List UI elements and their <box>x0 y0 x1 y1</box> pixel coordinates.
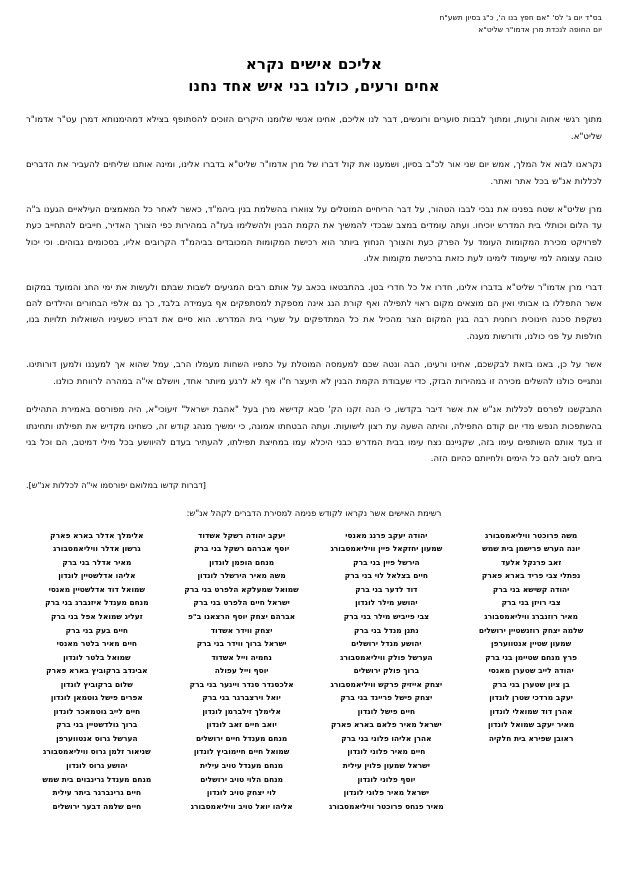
list-item: פרץ מנחם שטיימן בני ברק <box>485 652 578 662</box>
list-item: ברוך גולדשטיין בני ברק <box>56 720 138 730</box>
list-item: יואב חיים זאב לונדון <box>206 720 277 730</box>
list-item: שלום ברקוביץ לונדון <box>60 679 133 689</box>
list-item: שמואל בלטר לונדון <box>63 652 131 662</box>
list-item: שמעון יחזקאל פיין וויליאמסבורג <box>330 544 443 554</box>
list-item: יהושע מילר לונדון <box>355 598 418 608</box>
names-list-intro: רשימת האישים אשר נקראו לקודש פנימה למסירת הדברים לקהל אנ"ש: <box>186 507 442 518</box>
list-item: משה פרוכטר וויליאמסבורג <box>485 530 578 540</box>
list-item: אהרן דוד שמואלי לונדון <box>489 706 573 716</box>
list-item: מנחם מענדל גרינבוים בית שמש <box>42 774 152 784</box>
list-item: ברוך פולק ירושלים <box>353 666 420 676</box>
list-item: מאיר רוזנברג וויליאמסבורג <box>484 612 579 621</box>
list-item: יהודה קשישא בני ברק <box>492 584 570 594</box>
paragraph-6: התבקשנו לפרסם לכללות אנ"ש את אשר דיבר בקדשו, כי הנה זקנו הק' סבא קדישא מרן בעל "אהבת ישראל" זיעוכי"א, היה מפורסם באמירת התהילים בהשתפכות הנפש מדי יום קודם התפילה, והיתה השעה עת רצון לישועות. ועתה הבטחתו אמונה, כי ימשיך מנהג קודש זה, כשחינו מקדיש את תפילתו ותחינתו זו בעד אותם השותפים עימו בזה, שקניינם נצח עימו בבית המדרש כבני היכלא עמו במחיצת תפילתו, להעתיר בעדם להיוושע בכל מילי דמיטב, הם וכל בני ביתם לטוב להם כל הימים ולחיותם כהיום הזה. <box>26 405 602 465</box>
paragraph-1: מתוך רגשי אחוה ורעות, ומתוך לבבות סוערים ורוגשים, דבר לנו אליכם, אחינו אנשי שלומנו היקרים הזוכים להסתופף בצילא דמהימנותא דמרן עט"ר אדמו"ר שליט"א. <box>26 115 602 142</box>
paragraph-2: נקראנו לבוא אל המלך, אמש יום שני אור לכ"ב בסיון, ושמענו את קול דברו של מרן אדמו"ר שליט"א בדברו אלינו, ומינה אותנו שליחים להעביר את הדברים לכללות אנ"ש בכל אתר ואתר. <box>26 160 602 187</box>
list-item: ישראל ברוך ווידר בני ברק <box>196 639 287 649</box>
list-item: אברהם יצחק יוסף הרצאנו ב"פ <box>188 612 296 621</box>
list-item: יעקב מרדכי שטרן לונדון <box>489 693 574 703</box>
header-occasion-line: יום החופה לנכדת מרן אדמו"ר שליט"א <box>478 25 602 35</box>
list-item: לוי יצחק טויב לונדון <box>206 788 277 798</box>
list-item: אהרן אליהו פלוני בני ברק <box>341 733 432 743</box>
list-item: שמואל שמעלקא הלפרט בני ברק <box>184 584 299 594</box>
list-item: הערשל פולק וויליאמסבורג <box>340 652 433 662</box>
list-item: יונה הערש פרישמן בית שמש <box>482 544 581 554</box>
list-item: נתנן מנדל בני ברק <box>353 625 419 635</box>
list-item: חיים מאיר בלטר מאנסי <box>56 639 138 649</box>
list-item: יוסף פלוני לונדון <box>357 774 416 784</box>
publication-note-text: [דברות קדשו במלואם יפורסמו אי"ה לכללות אנ"ש]. <box>26 479 206 490</box>
paragraph-5: אשר על כן, באנו בזאת לבקשכם, אחינו ורעינו, הבה ונטה שכם למעמסה המוטלת על כתפיו השחות מעמלו הרב, עמל שהוא אך למעננו ולמען דורותינו. ונתגייס כולנו להשלים מכירה זו במהירות הבזק, כדי שעבודת הקמת הבנין לא תיעצר ח"ו אף לא לרגע מיותר אחד, ויושלם אי"ה במהרה לרווחת כולנו. <box>26 360 602 387</box>
list-item: שמואל דוד אדלשטיין מאנסי <box>48 584 146 594</box>
list-item: בן ציון שטערן בני ברק <box>492 679 570 689</box>
list-item: חיים בעק בני ברק <box>65 625 129 635</box>
names-column-1 <box>460 529 602 746</box>
page-subtitle: אחים ורעים, כולנו בני איש אחד נחנו <box>188 79 440 96</box>
list-item: משה מאיר הירשלר לונדון <box>197 571 286 581</box>
list-item: צבי רויזן בני ברק <box>501 598 561 608</box>
list-item: אלכסנדר סנדר ויינער בני ברק <box>189 679 294 689</box>
list-item: מנחם הופמן לונדון <box>209 557 275 567</box>
list-item: יהודה לייב שטערן מאנסי <box>488 666 574 676</box>
list-item: אלימלך אדלר בארא פארק <box>50 530 144 540</box>
list-item: זאב פרנקל אלעד <box>500 557 562 567</box>
list-item: הערשל גרוס אנטווערפן <box>56 733 138 743</box>
list-item: מאיר יעקב שמואל לונדון <box>487 720 575 730</box>
list-item: הירשל פיין בני ברק <box>353 557 420 567</box>
list-item: מאיר אדלר בני ברק <box>62 557 132 567</box>
list-item: שמעון שטיין אנטווערפן <box>491 639 572 649</box>
list-item: חיים בצלאל לוי בני ברק <box>344 571 429 581</box>
list-item: צבי פייביש מילר בני ברק <box>343 612 430 621</box>
list-item: זעליג שמואל אפל בני ברק <box>50 612 143 621</box>
list-item: יואל וירצברגר בני ברק <box>202 693 281 703</box>
list-item: אליהו יואל טויב וויליאמסבורג <box>190 801 293 811</box>
list-item: ישראל חיים הלפרט בני ברק <box>193 598 290 608</box>
list-item: יהושע מנדל ירושלים <box>351 639 422 649</box>
list-item: ראובן שפירא בית חלקיה <box>488 733 574 743</box>
list-item: חיים שלמה דבער ירושלים <box>52 801 142 811</box>
list-item: מנחם הלוי טויב ירושלים <box>200 774 284 784</box>
header-date-line: בס"ד יום ג' לס' "אם חפץ בנו ה', כ"ג בסיון תשע"ח <box>439 13 602 22</box>
list-item: יוסף אברהם רשקל בני ברק <box>194 544 290 554</box>
names-list <box>26 529 602 813</box>
list-item: נחמיה וייל אשדוד <box>211 652 272 662</box>
list-item: יהושע גרוס לונדון <box>66 761 128 771</box>
list-item: ישראל מאיר פלוני לונדון <box>343 788 430 798</box>
list-item: יהודה יעקב פרנג מאנסי <box>345 530 428 540</box>
list-item: יצחק אייזיק פרקש וויליאמסבורג <box>330 679 443 689</box>
list-item: יעקב יהודה רשקל אשדוד <box>198 530 286 540</box>
list-item: יצחק ווידר אשדוד <box>210 625 273 635</box>
list-item: מנחם מענדל חיים ירושלים <box>195 733 288 743</box>
names-column-4 <box>26 529 168 813</box>
names-column-2 <box>316 529 458 813</box>
paragraph-3: מרן שליט"א שטח בפנינו את נבכי לבבו הטהור, על דבר הריחיים המוטלים על צווארו בהשלמת בנין ביהמ"ד, כאשר לאחר כל המאמצים העילאיים הגענו ב"ה עד הלום וכותלי בית המדרש יוכיחו. ועתה עומדים במצב שבכדי להמשיך את הקמת הבנין ולהשלימו בעז"ה במהירות כפי הצורך האדיר, חייבים להתחייב כעת לפרויקט מכירת המקומות העומד על הפרק כעת והצורך הנחוץ ביותר הוא רכישת המקומות המכובדים בביהמ"ד הקרובים אליו, בסכומים גבוהים. וכי יכול טובה עצומה למי שיעמוד לימינו לעת כזאת ברכישת מקומות אלו. <box>26 205 602 265</box>
list-item: חיים פישל לונדון <box>357 706 416 716</box>
list-item: שלמה יצחק רוזנשטיין ירושלים <box>478 625 584 635</box>
list-item: חיים מאיר פלוני לונדון <box>347 747 426 757</box>
list-item: גרשון אדלר וויליאמסבורג <box>52 544 141 554</box>
publication-note <box>26 478 602 492</box>
list-item: נפתלי צבי פריד בארא פארק <box>481 571 581 581</box>
page-title: אליכם אישים נקרא <box>245 55 383 74</box>
list-item: יוסף וייל עפולה <box>214 666 269 676</box>
list-item: חיים לייב גוטמאכר לונדון <box>53 706 141 716</box>
list-item: מאיר פנחס פרוכטר וויליאמסבורג <box>329 801 444 811</box>
list-item: ישראל שמעון פלוין עילית <box>342 761 431 771</box>
list-item: ישראל מאיר פלאם בארא פארק <box>331 720 442 730</box>
list-item: יצחק פישל פריינד בני ברק <box>340 693 433 703</box>
list-item: חיים גרינברגר ביתר עילית <box>52 788 142 798</box>
title-block <box>26 54 602 98</box>
names-column-3 <box>171 529 313 813</box>
list-item: אבינדב ברקוביץ בארא פארק <box>46 666 148 676</box>
document-header <box>26 10 602 36</box>
list-item: אפרים פישל גוטמאן לונדון <box>50 693 143 703</box>
letter-body <box>26 112 602 467</box>
paragraph-4: דברי מרן אדמו"ר שליט"א בדברו אלינו, חדרו אל כל חדרי בטן. בהתבטאו בכאב על אותם רבים המגיעים לשבות שבתם ולעשות את ימי החג והמועד במקום אשר התפללו בו אבותי ואין הם מוצאים מקום ראוי לתפילה ואף קורת הגג אינה מספקת למסתפקים אף בעמידה בלבד, כך גם אלפי הבחורים והילדים להם נשקפת סכנה חינוכית רוחנית רבה בגין המקום הצר מהכיל את כל המתדפקים על שערי בית המדרש. הוא סיים את דבריו כשעיניו השואלות תלויות בנו, חולפות על פני כולנו, ודורשות מענה. <box>26 282 602 342</box>
list-item: שניאור זלמן גרוס וויליאמסבורג <box>42 747 151 757</box>
list-item: אליהו אדלשטיין לונדון <box>58 571 136 581</box>
list-item: מנחם מענדל איזנברג בני ברק <box>45 598 149 608</box>
list-item: דוד לדער בני ברק <box>355 584 418 594</box>
list-item: שמואל חיים חיימוביץ לונדון <box>193 747 290 757</box>
list-item: מנחם מענדל טויב עילית <box>200 761 284 771</box>
list-item: אלימלך זילברמן לונדון <box>202 706 281 716</box>
